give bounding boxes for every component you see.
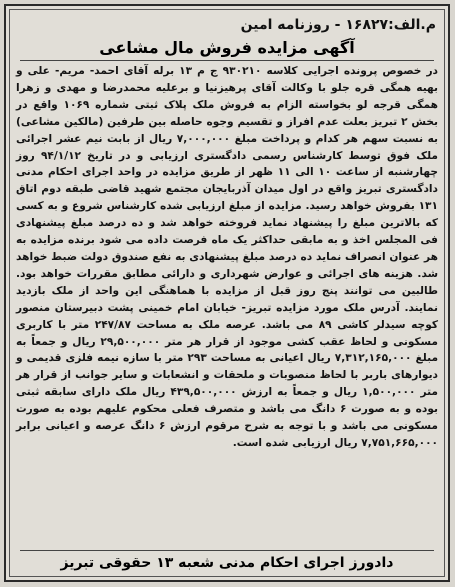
notice-frame [9, 9, 445, 577]
title-divider [20, 60, 434, 61]
reference-line: م.الف:۱۶۸۲۷ - روزنامه امین [240, 17, 436, 33]
newspaper-clipping [4, 4, 450, 582]
notice-body: در خصوص پرونده اجرایی کلاسه ۹۳۰۲۱۰ ج م ۱۳ برله آقای احمد- مریم- علی و بهیه همگی قره جلو با وکالت آقای پرهیزنیا و برعلیه محمدرضا و مهدی و زهرا همگی قرجه لو بخواسته الزام به فروش ملک پلاک ثبتی شماره ۱۰۶۹ واقع در بخش ۲ تبریز بعلت عدم افراز و تقسیم وجوه حاصله بین طرفین (مالکین مشاعی) به نسبت سهم هر کدام و پرداخت مبلغ ۷,۰۰۰,۰۰۰ ریال از بابت نیم عشر اجرائی ملک فوق توسط کارشناس رسمی دادگستری ارزیابی و در تاریخ ۹۴/۱/۱۲ روز چهارشنبه از ساعت ۱۰ الی ۱۱ ظهر از طریق مزایده در واحد اجرای احکام مدنی دادگستری تبریز واقع در اول میدان آذربایجان مجتمع شهید قاضی طبقه دوم اتاق ۱۳۱ بفروش خواهد رسید. مزایده از مبلغ ارزیابی شده کارشناس شروع و به کسی که بالاترین مبلغ را پیشنهاد نماید فروخته خواهد شد و ده درصد مبلغ پیشنهادی فی المجلس اخذ و به مابقی حداکثر یک ماه فرصت داده می شود برنده مزایده به هر عنوان انصراف نماید ده درصد مبلغ پیشنهادی به نفع صندوق دولت ضبط خواهد شد. هزینه های اجرائی و عوارض شهرداری و دارائی مطابق مقررات خواهد بود. طالبین می توانند پنج روز قبل از مزایده با هماهنگی این واحد از ملک بازدید نمایند. آدرس ملک مورد مزایده تبریز- خیابان امام خمینی پشت دبیرستان منصور کوچه سیدلر کاشی ۸۹ می باشد. عرصه ملک به مساحت ۲۴۷/۸۷ متر با کاربری مسکونی و لحاظ عقب کشی موجود از قرار هر متر ۲۹,۵۰۰,۰۰۰ ریال و جمعاً به مبلغ ۷,۳۱۲,۱۶۵,۰۰۰ ریال اعیانی به مساحت ۲۹۳ متر با سازه نیمه فلزی قدیمی و دیوارهای باربر با لحاظ منصوبات و ملحقات و انشعابات و سایر جوانب از قرار هر متر ۱,۵۰۰,۰۰۰ ریال و جمعاً به ارزش ۴۳۹,۵۰۰,۰۰۰ ریال ملک دارای سابقه ثبتی بوده و به صورت ۶ دانگ می باشد و متصرف فعلی محکوم علیهم بوده به صورت مسکونی می باشد و با توجه به شرح مرقوم ارزش ۶ دانگ عرصه و اعیانی برابر ۷,۷۵۱,۶۶۵,۰۰۰ ریال ارزیابی شده است. [16, 65, 438, 449]
signature-line: دادورز اجرای احکام مدنی شعبه ۱۳ حقوقی تبریز [60, 555, 394, 571]
footer-divider [20, 550, 434, 551]
notice-title: آگهی مزایده فروش مال مشاعی [99, 38, 355, 57]
